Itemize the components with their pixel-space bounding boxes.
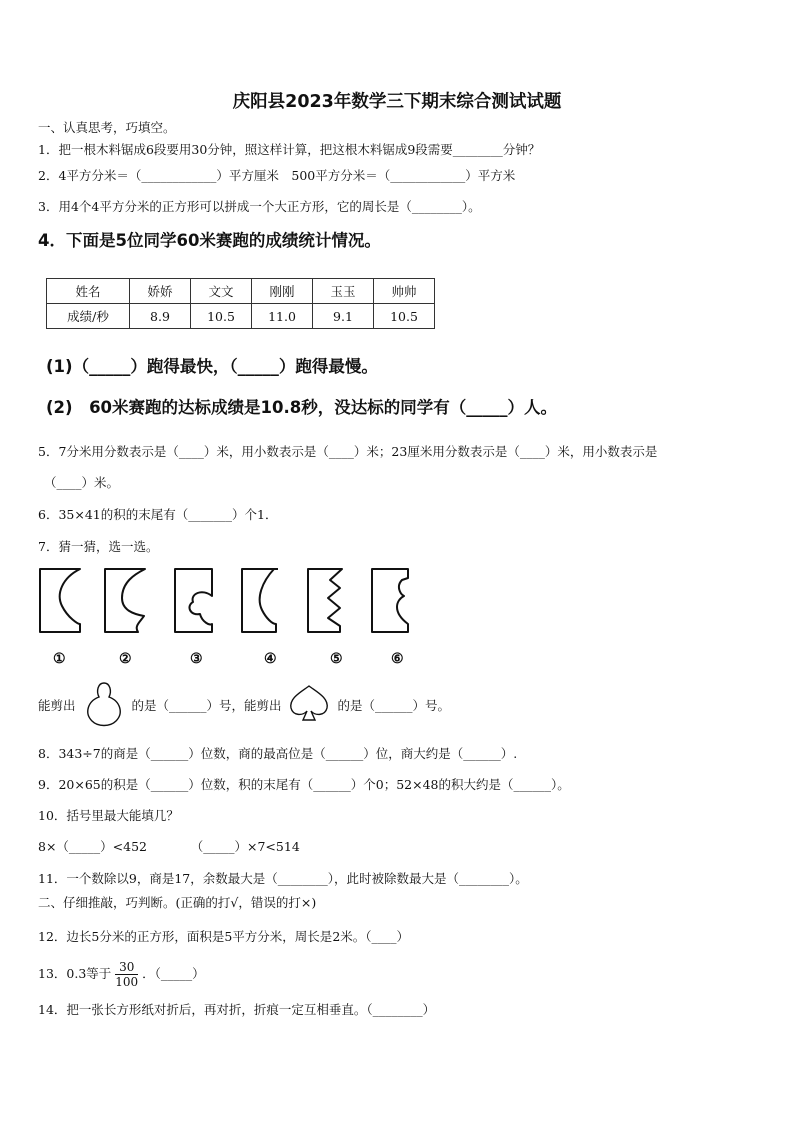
table-row [47, 304, 435, 329]
table-cell: 文文 [191, 279, 252, 304]
table-cell: 玉玉 [313, 279, 374, 304]
table-cell: 帅帅 [374, 279, 435, 304]
shape-2 [105, 569, 145, 632]
q13-prefix: 13．0.3等于 [38, 966, 112, 981]
shape-3 [175, 569, 212, 632]
table-cell: 9.1 [313, 304, 374, 329]
table-cell: 成绩/秒 [47, 304, 130, 329]
q7-text-part-2: 的是（______）号，能剪出 [131, 698, 282, 713]
section-heading-judge: 二、仔细推敲，巧判断。(正确的打√，错误的打×) [38, 895, 317, 910]
table-cell: 姓名 [47, 279, 130, 304]
question-10-expression: 8×（_____）<452 （_____）×7<514 [38, 839, 300, 854]
fraction [115, 960, 138, 989]
q7-text-part-1: 能剪出 [38, 698, 76, 713]
table-cell: 刚刚 [252, 279, 313, 304]
question-2: 2．4平方分米＝（____________）平方厘米 500平方分米＝（____________）平方米 [38, 168, 516, 183]
table-cell: 10.5 [191, 304, 252, 329]
table-cell: 8.9 [130, 304, 191, 329]
shape-6 [372, 569, 408, 632]
table-row [47, 279, 435, 304]
question-4: 4．下面是5位同学60米赛跑的成绩统计情况。 [38, 231, 381, 250]
question-1: 1．把一根木料锯成6段要用30分钟，照这样计算，把这根木料锯成9段需要________分钟？ [38, 142, 541, 157]
gourd-icon [82, 681, 126, 727]
option-label-1: ① [53, 651, 66, 667]
question-5-line-1: 5．7分米用分数表示是（____）米，用小数表示是（____）米；23厘米用分数表示是（____）米，用小数表示是 [38, 444, 658, 459]
question-8: 8．343÷7的商是（______）位数，商的最高位是（______）位，商大约是（______）. [38, 746, 518, 761]
question-11: 11．一个数除以9，商是17，余数最大是（________），此时被除数最大是（________）。 [38, 871, 528, 886]
option-label-5: ⑤ [330, 651, 343, 667]
question-7: 7．猜一猜，选一选。 [38, 539, 159, 554]
question-4-2: (2) 60米赛跑的达标成绩是10.8秒，没达标的同学有（_____）人。 [46, 398, 557, 417]
section-heading-fill: 一、认真思考，巧填空。 [38, 120, 176, 135]
fraction-denominator: 100 [115, 975, 139, 989]
question-3: 3．用4个4平方分米的正方形可以拼成一个大正方形，它的周长是（________）。 [38, 199, 481, 214]
spade-icon [287, 684, 331, 722]
fraction-numerator: 30 [115, 960, 138, 975]
option-label-4: ④ [264, 651, 277, 667]
question-7-answer [38, 698, 450, 714]
question-6: 6．35×41的积的末尾有（_______）个1． [38, 507, 278, 522]
question-13 [38, 958, 205, 990]
page-title: 庆阳县2023年数学三下期末综合测试试题 [232, 92, 562, 112]
question-14: 14．把一张长方形纸对折后，再对折，折痕一定互相垂直。（________） [38, 1002, 436, 1017]
table-cell: 娇娇 [130, 279, 191, 304]
q13-suffix: ．（_____） [142, 966, 205, 981]
option-label-2: ② [119, 651, 132, 667]
shape-5 [308, 569, 342, 632]
score-table [46, 278, 435, 329]
question-10: 10．括号里最大能填几？ [38, 808, 179, 823]
q7-text-part-3: 的是（______）号。 [337, 698, 450, 713]
question-5-line-2: （____）米。 [44, 475, 120, 490]
shape-4 [242, 569, 278, 632]
question-9: 9．20×65的积是（______）位数，积的末尾有（______）个0；52×48的积大约是（______）。 [38, 777, 570, 792]
question-4-1: (1)（_____）跑得最快，（_____）跑得最慢。 [46, 357, 378, 376]
folded-paper-shapes [30, 566, 430, 641]
question-12: 12．边长5分米的正方形，面积是5平方分米，周长是2米。（____） [38, 929, 410, 944]
table-cell: 10.5 [374, 304, 435, 329]
option-label-3: ③ [190, 651, 203, 667]
table-cell: 11.0 [252, 304, 313, 329]
shape-1 [40, 569, 80, 632]
option-label-6: ⑥ [391, 651, 404, 667]
